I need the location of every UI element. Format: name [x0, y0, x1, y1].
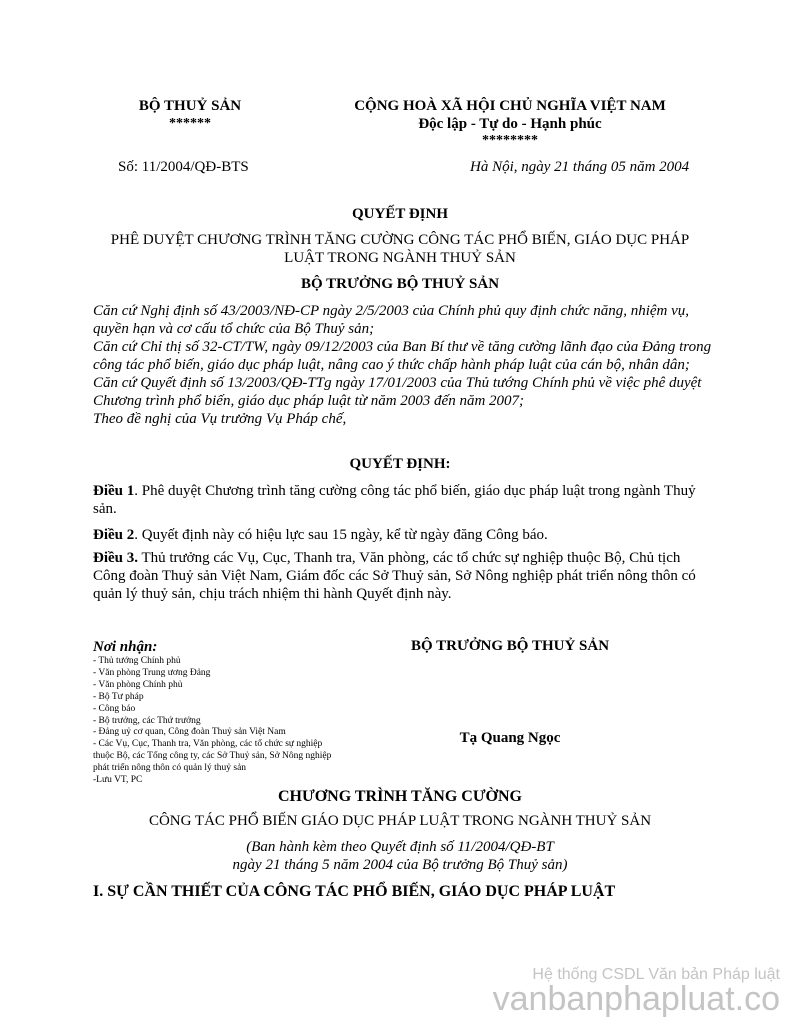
program-title: CHƯƠNG TRÌNH TĂNG CƯỜNG: [277, 788, 522, 805]
article-text: . Quyết định này có hiệu lực sau 15 ngày, kể từ ngày đăng Công báo.: [134, 527, 548, 543]
program-issued-line1: (Ban hành kèm theo Quyết định số 11/2004/QĐ-BT: [246, 839, 554, 855]
article-1: [93, 482, 713, 518]
program-subtitle: CÔNG TÁC PHỔ BIẾN GIÁO DỤC PHÁP LUẬT TRONG NGÀNH THUỶ SẢN: [148, 813, 652, 829]
decision-subject-line1: PHÊ DUYỆT CHƯƠNG TRÌNH TĂNG CƯỜNG CÔNG TÁC PHỔ BIẾN, GIÁO DỤC PHÁP: [110, 232, 690, 248]
place-date: Hà Nội, ngày 21 tháng 05 năm 2004: [470, 159, 690, 175]
article-text: . Phê duyệt Chương trình tăng cường công tác phổ biến, giáo dục pháp luật trong ngành Thuỷ sản.: [93, 483, 696, 517]
signature-title: BỘ TRƯỞNG BỘ THUỶ SẢN: [410, 638, 610, 654]
signer-name: Tạ Quang Ngọc: [459, 730, 561, 746]
recipient-item: - Bộ trưởng, các Thứ trưởng: [93, 715, 201, 726]
decision-title: QUYẾT ĐỊNH: [352, 206, 448, 222]
recipient-item: - Công báo: [93, 703, 136, 714]
decision-subject-line2: LUẬT TRONG NGÀNH THUỶ SẢN: [284, 250, 516, 266]
recipients-block: [93, 638, 393, 787]
recipient-item: - Đảng uỷ cơ quan, Công đoàn Thuỷ sản Việt Nam: [93, 727, 286, 738]
legal-basis-item: Theo đề nghị của Vụ trưởng Vụ Pháp chế,: [93, 411, 347, 427]
recipients-title: Nơi nhận:: [93, 639, 158, 655]
national-motto: Độc lập - Tự do - Hạnh phúc: [418, 116, 602, 132]
recipient-item: - Văn phòng Trung ương Đảng: [93, 667, 211, 678]
recipient-item: - Bộ Tư pháp: [93, 691, 144, 702]
nation-name: CỘNG HOÀ XÃ HỘI CHỦ NGHĨA VIỆT NAM: [354, 98, 666, 114]
watermark-line2: vanbanphapluat.co: [492, 980, 780, 1018]
article-label: Điều 3.: [93, 550, 138, 566]
document-number: Số: 11/2004/QĐ-BTS: [118, 159, 249, 175]
program-issued-line2: ngày 21 tháng 5 năm 2004 của Bộ trưởng Bộ Thuỷ sản): [232, 857, 568, 873]
legal-bases: [93, 302, 713, 428]
article-2: [93, 526, 713, 544]
recipient-item: thuộc Bộ, các Tổng công ty, các Sở Thuỷ sản, Sở Nông nghiệp: [93, 751, 332, 762]
article-label: Điều 2: [93, 527, 135, 543]
recipient-item: - Thủ tướng Chính phủ: [93, 656, 181, 666]
legal-basis-item: Căn cứ Nghị định số 43/2003/NĐ-CP ngày 2/5/2003 của Chính phủ quy định chức năng, nhiệm vụ, quyền hạn và cơ cấu tổ chức của Bộ Thuỷ sản;: [93, 303, 690, 337]
recipient-item: -Lưu VT, PC: [93, 775, 143, 786]
decision-authority: BỘ TRƯỞNG BỘ THUỶ SẢN: [300, 276, 500, 292]
section-heading: I. SỰ CẦN THIẾT CỦA CÔNG TÁC PHỔ BIẾN, GIÁO DỤC PHÁP LUẬT: [93, 883, 616, 900]
agency-name: BỘ THUỶ SẢN: [138, 98, 242, 114]
agency-stars: ******: [169, 116, 211, 131]
watermark-line1: Hệ thống CSDL Văn bản Pháp luật: [532, 966, 780, 983]
recipient-item: - Các Vụ, Cục, Thanh tra, Văn phòng, các tổ chức sự nghiệp: [93, 739, 323, 750]
decides-heading: QUYẾT ĐỊNH:: [349, 456, 451, 472]
recipient-item: phát triển nông thôn có quản lý thuỷ sản: [93, 763, 247, 774]
motto-stars: ********: [482, 133, 538, 148]
article-label: Điều 1: [93, 483, 135, 499]
article-text: Thủ trưởng các Vụ, Cục, Thanh tra, Văn phòng, các tổ chức sự nghiệp thuộc Bộ, Chủ tịch Công đoàn Thuỷ sản Việt Nam, Giám đốc các Sở Thuỷ sản, Sở Nông nghiệp phát triển nông thôn có quản lý thuỷ sản, chịu trách nhiệm thi hành Quyết định này.: [93, 550, 696, 602]
article-3: [93, 549, 713, 603]
legal-basis-item: Căn cứ Quyết định số 13/2003/QĐ-TTg ngày 17/01/2003 của Thủ tướng Chính phủ về việc phê duyệt Chương trình phổ biến, giáo dục pháp luật từ năm 2003 đến năm 2007;: [93, 375, 702, 409]
recipient-item: - Văn phòng Chính phủ: [93, 679, 183, 690]
legal-basis-item: Căn cứ Chỉ thị số 32-CT/TW, ngày 09/12/2003 của Ban Bí thư về tăng cường lãnh đạo của Đảng trong công tác phổ biến, giáo dục pháp luật, nâng cao ý thức chấp hành pháp luật của cán bộ, nhân dân;: [93, 339, 712, 373]
